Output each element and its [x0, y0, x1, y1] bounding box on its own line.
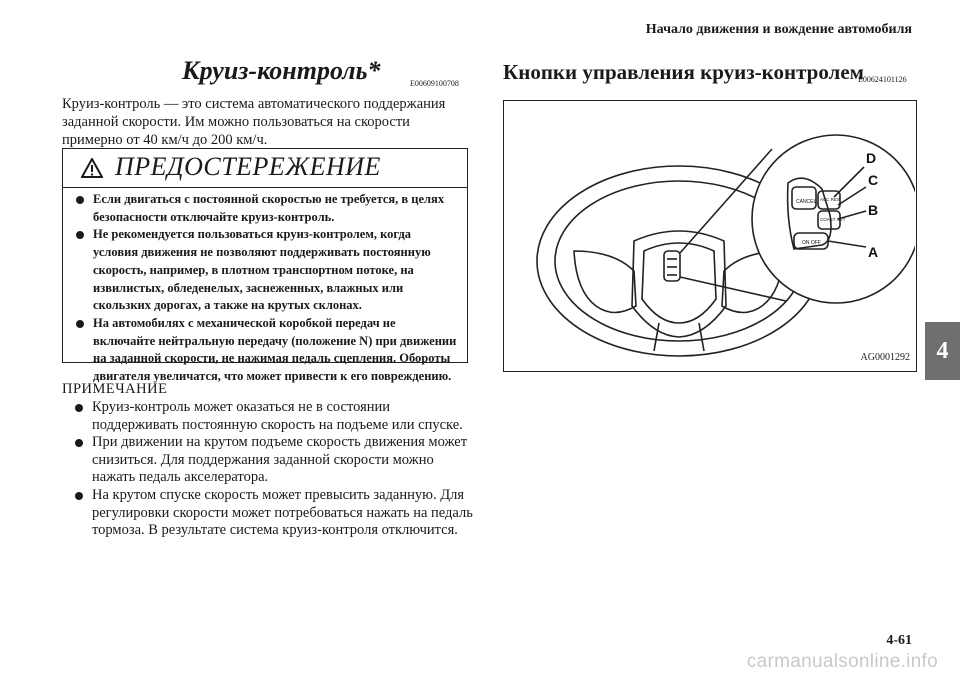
note-title: ПРИМЕЧАНИЕ [62, 381, 168, 397]
callout-label-c: C [868, 172, 879, 188]
warning-item: Не рекомендуется пользоваться круиз-контролем, когда условия движения не позволяют поддерживать постоянную скорость, например, в плотном транспортном потоке, на извилистых, обледенелых, заснеженных, влажных или скользких дорогах, а также на крутых склонах. [63, 226, 467, 315]
callout-label-a: A [868, 244, 879, 260]
warning-box [62, 148, 468, 384]
coast-set-button-label: COAST SET [820, 217, 846, 222]
chapter-tab: 4 [925, 322, 960, 380]
note-list [62, 399, 474, 540]
buttons-section-title: Кнопки управления круиз-контролем [503, 60, 864, 84]
buttons-section-code: E00624101126 [858, 75, 907, 84]
warning-item: Если двигаться с постоянной скоростью не требуется, в целях безопасности отключайте круиз-контроль. [63, 191, 467, 226]
figure-code: AG0001292 [860, 352, 910, 363]
warning-list [63, 191, 467, 386]
note-item: Круиз-контроль может оказаться не в состоянии поддерживать постоянную скорость на подъеме или спуске. [62, 399, 474, 434]
steering-wheel-figure [503, 100, 917, 372]
cruise-control-code: E00609100708 [410, 79, 459, 88]
page-number: 4-61 [886, 633, 912, 648]
callout-label-d: D [866, 150, 877, 166]
warning-title: ПРЕДОСТЕРЕЖЕНИЕ [115, 152, 381, 181]
acc-res-button-label: ACC RES [820, 197, 841, 202]
cruise-control-intro: Круиз-контроль — это система автоматического поддержания заданной скорости. Им можно пользоваться на скорости примерно от 40 км/ч до 200 км/ч. [62, 96, 446, 148]
section-header: Начало движения и вождение автомобиля [645, 22, 912, 37]
note-item: При движении на крутом подъеме скорость движения может снизиться. Для поддержания заданной скорости можно нажать педаль акселератора. [62, 434, 474, 487]
cancel-button-label: CANCEL [796, 199, 817, 205]
callout-label-b: B [868, 202, 879, 218]
watermark: carmanualsonline.info [746, 651, 938, 672]
on-off-button-label: ON OFF [802, 240, 821, 246]
warning-triangle-icon [81, 158, 103, 178]
steering-wheel-illustration [504, 101, 915, 370]
warning-item: На автомобилях с механической коробкой передач не включайте нейтральную передачу (положение N) при движении на заданной скорости, не нажимая педаль сцепления. Обороты двигателя увеличатся, что может привести к его повреждению. [63, 315, 467, 386]
note-item: На крутом спуске скорость может превысить заданную. Для регулировки скорости может потребоваться нажать на педаль тормоза. В результате система круиз-контроля отключится. [62, 487, 474, 540]
warning-header [63, 149, 467, 188]
cruise-control-title: Круиз-контроль* [182, 56, 381, 85]
